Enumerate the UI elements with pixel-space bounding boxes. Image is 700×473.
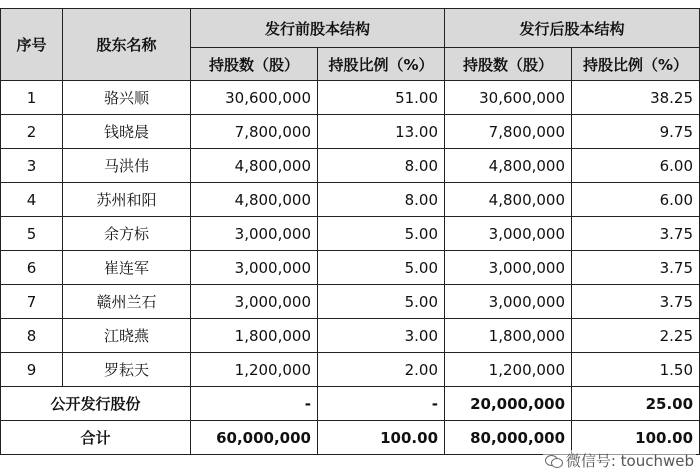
cell-pre-shares: 3,000,000 bbox=[191, 217, 318, 251]
cell-post-ratio: 38.25 bbox=[572, 81, 700, 115]
cell-post-ratio: 1.50 bbox=[572, 353, 700, 387]
table-row bbox=[1, 81, 700, 115]
cell-post-ratio: 6.00 bbox=[572, 149, 700, 183]
cell-name: 赣州兰石 bbox=[63, 285, 191, 319]
cell-name: 江晓燕 bbox=[63, 319, 191, 353]
cell-post-shares: 7,800,000 bbox=[445, 115, 572, 149]
table-row bbox=[1, 319, 700, 353]
table-row bbox=[1, 251, 700, 285]
cell-pre-ratio: 8.00 bbox=[318, 149, 445, 183]
cell-pre-ratio: 5.00 bbox=[318, 285, 445, 319]
header-name: 股东名称 bbox=[63, 9, 191, 81]
total-label: 合计 bbox=[1, 421, 191, 455]
cell-pre-shares: 4,800,000 bbox=[191, 183, 318, 217]
public-post-ratio: 25.00 bbox=[572, 387, 700, 421]
cell-post-shares: 30,600,000 bbox=[445, 81, 572, 115]
cell-name: 马洪伟 bbox=[63, 149, 191, 183]
table-row bbox=[1, 353, 700, 387]
header-row-top bbox=[1, 9, 700, 48]
header-post-ratio: 持股比例（%） bbox=[572, 48, 700, 81]
cell-name: 崔连军 bbox=[63, 251, 191, 285]
header-seq: 序号 bbox=[1, 9, 63, 81]
cell-post-ratio: 3.75 bbox=[572, 285, 700, 319]
cell-seq: 7 bbox=[1, 285, 63, 319]
cell-pre-ratio: 8.00 bbox=[318, 183, 445, 217]
cell-pre-ratio: 13.00 bbox=[318, 115, 445, 149]
cell-post-ratio: 3.75 bbox=[572, 217, 700, 251]
public-offering-row bbox=[1, 387, 700, 421]
cell-name: 苏州和阳 bbox=[63, 183, 191, 217]
cell-seq: 6 bbox=[1, 251, 63, 285]
cell-seq: 4 bbox=[1, 183, 63, 217]
cell-seq: 2 bbox=[1, 115, 63, 149]
header-post-shares: 持股数（股） bbox=[445, 48, 572, 81]
total-pre-shares: 60,000,000 bbox=[191, 421, 318, 455]
cell-post-shares: 4,800,000 bbox=[445, 183, 572, 217]
cell-post-shares: 3,000,000 bbox=[445, 251, 572, 285]
cell-pre-ratio: 5.00 bbox=[318, 217, 445, 251]
cell-name: 罗耘天 bbox=[63, 353, 191, 387]
cell-post-shares: 3,000,000 bbox=[445, 217, 572, 251]
cell-name: 骆兴顺 bbox=[63, 81, 191, 115]
cell-pre-ratio: 5.00 bbox=[318, 251, 445, 285]
cell-post-ratio: 3.75 bbox=[572, 251, 700, 285]
cell-post-shares: 4,800,000 bbox=[445, 149, 572, 183]
cell-pre-shares: 3,000,000 bbox=[191, 251, 318, 285]
table-row bbox=[1, 183, 700, 217]
cell-pre-shares: 1,800,000 bbox=[191, 319, 318, 353]
header-pre: 发行前股本结构 bbox=[191, 9, 445, 48]
total-post-shares: 80,000,000 bbox=[445, 421, 572, 455]
cell-pre-ratio: 3.00 bbox=[318, 319, 445, 353]
cell-pre-shares: 30,600,000 bbox=[191, 81, 318, 115]
public-pre-shares: - bbox=[191, 387, 318, 421]
total-post-ratio: 100.00 bbox=[572, 421, 700, 455]
cell-name: 钱晓晨 bbox=[63, 115, 191, 149]
cell-pre-shares: 3,000,000 bbox=[191, 285, 318, 319]
public-post-shares: 20,000,000 bbox=[445, 387, 572, 421]
total-pre-ratio: 100.00 bbox=[318, 421, 445, 455]
cell-name: 余方标 bbox=[63, 217, 191, 251]
cell-seq: 8 bbox=[1, 319, 63, 353]
table-row bbox=[1, 217, 700, 251]
wechat-icon bbox=[545, 454, 563, 468]
cell-pre-ratio: 2.00 bbox=[318, 353, 445, 387]
shareholding-table bbox=[0, 8, 700, 455]
public-offering-label: 公开发行股份 bbox=[1, 387, 191, 421]
cell-post-shares: 1,800,000 bbox=[445, 319, 572, 353]
cell-post-shares: 1,200,000 bbox=[445, 353, 572, 387]
cell-seq: 3 bbox=[1, 149, 63, 183]
cell-seq: 1 bbox=[1, 81, 63, 115]
watermark-text: 微信号: touchweb bbox=[565, 452, 694, 470]
cell-post-ratio: 2.25 bbox=[572, 319, 700, 353]
table-row bbox=[1, 149, 700, 183]
table-row bbox=[1, 285, 700, 319]
public-pre-ratio: - bbox=[318, 387, 445, 421]
header-post: 发行后股本结构 bbox=[445, 9, 700, 48]
cell-seq: 5 bbox=[1, 217, 63, 251]
table-row bbox=[1, 115, 700, 149]
cell-pre-ratio: 51.00 bbox=[318, 81, 445, 115]
cell-pre-shares: 7,800,000 bbox=[191, 115, 318, 149]
watermark bbox=[543, 450, 696, 471]
cell-post-shares: 3,000,000 bbox=[445, 285, 572, 319]
cell-pre-shares: 4,800,000 bbox=[191, 149, 318, 183]
cell-post-ratio: 9.75 bbox=[572, 115, 700, 149]
header-pre-shares: 持股数（股） bbox=[191, 48, 318, 81]
header-pre-ratio: 持股比例（%） bbox=[318, 48, 445, 81]
cell-post-ratio: 6.00 bbox=[572, 183, 700, 217]
cell-pre-shares: 1,200,000 bbox=[191, 353, 318, 387]
cell-seq: 9 bbox=[1, 353, 63, 387]
